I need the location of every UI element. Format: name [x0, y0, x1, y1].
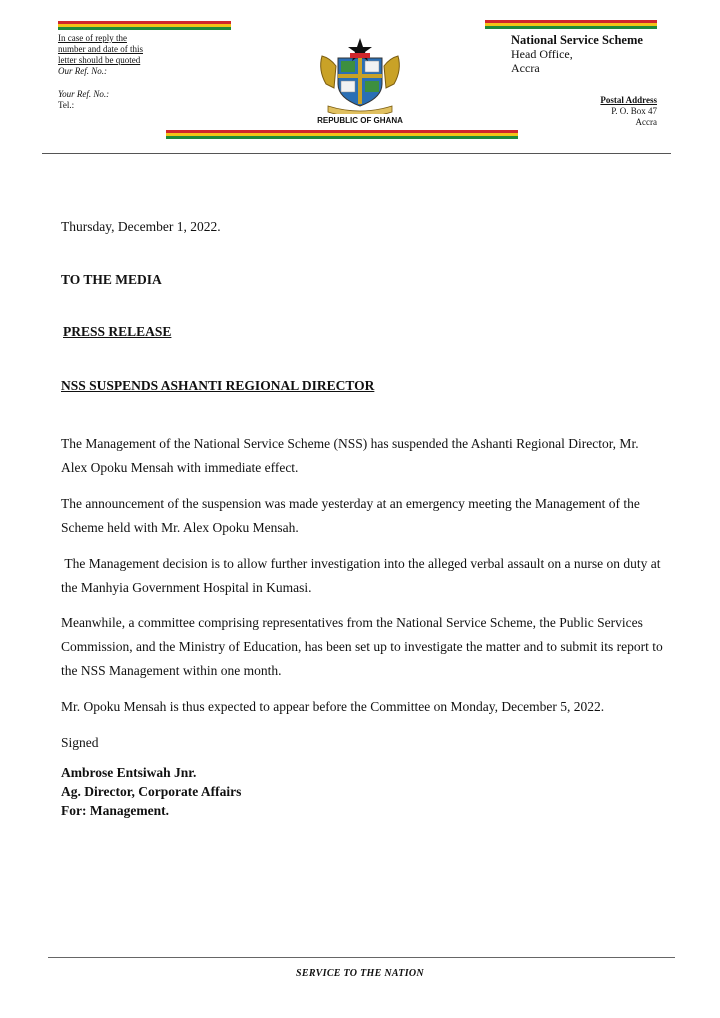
reply-note-line2: number and date of this: [58, 44, 143, 54]
footer-motto: SERVICE TO THE NATION: [296, 968, 424, 979]
signed-label: Signed: [61, 735, 99, 750]
signatory-for: For: Management.: [61, 803, 169, 818]
header-divider: [42, 153, 671, 154]
reply-note-line3: letter should be quoted: [58, 55, 141, 65]
postal-label: Postal Address: [600, 95, 657, 105]
signatory-title: Ag. Director, Corporate Affairs: [61, 784, 242, 799]
ghana-coat-of-arms-emblem: [314, 36, 406, 114]
office-line: Head Office,: [511, 47, 573, 61]
signature-block: [61, 763, 241, 820]
reply-instructions: [58, 33, 178, 111]
emblem-caption: REPUBLIC OF GHANA: [317, 116, 403, 125]
footer-divider: [48, 957, 675, 958]
paragraph-4: Meanwhile, a committee comprising representatives from the National Service Scheme, the Public Services Commission, and the Ministry of Education, has been set up to investigate the matter and to submit its report to the NSS Management within one month.: [61, 615, 663, 678]
press-release-heading: PRESS RELEASE: [63, 324, 172, 339]
reply-note-line1: In case of reply the: [58, 33, 127, 43]
subject-heading: NSS SUSPENDS ASHANTI REGIONAL DIRECTOR: [61, 378, 375, 393]
office-city: Accra: [511, 61, 540, 75]
signatory-name: Ambrose Entsiwah Jnr.: [61, 765, 197, 780]
paragraph-2: The announcement of the suspension was made yesterday at an emergency meeting the Management of the Scheme held with Mr. Alex Opoku Mensah.: [61, 496, 640, 535]
paragraph-5: Mr. Opoku Mensah is thus expected to appear before the Committee on Monday, December 5, 2022.: [61, 699, 605, 714]
recipient-heading: TO THE MEDIA: [61, 272, 162, 287]
postal-box: P. O. Box 47: [611, 106, 657, 116]
letter-date: Thursday, December 1, 2022.: [61, 219, 221, 234]
our-ref-label: Our Ref. No.:: [58, 66, 107, 76]
postal-city: Accra: [635, 117, 657, 127]
org-name: National Service Scheme: [511, 33, 643, 47]
paragraph-3: The Management decision is to allow further investigation into the alleged verbal assault on a nurse on duty at the Manhyia Government Hospital in Kumasi.: [61, 556, 664, 595]
office-address: [511, 33, 643, 75]
your-ref-label: Your Ref. No.:: [58, 89, 110, 99]
paragraph-1: The Management of the National Service Scheme (NSS) has suspended the Ashanti Regional Director, Mr. Alex Opoku Mensah with immediate effect.: [61, 436, 639, 475]
tel-label: Tel.:: [58, 100, 75, 110]
postal-address: [600, 95, 657, 128]
